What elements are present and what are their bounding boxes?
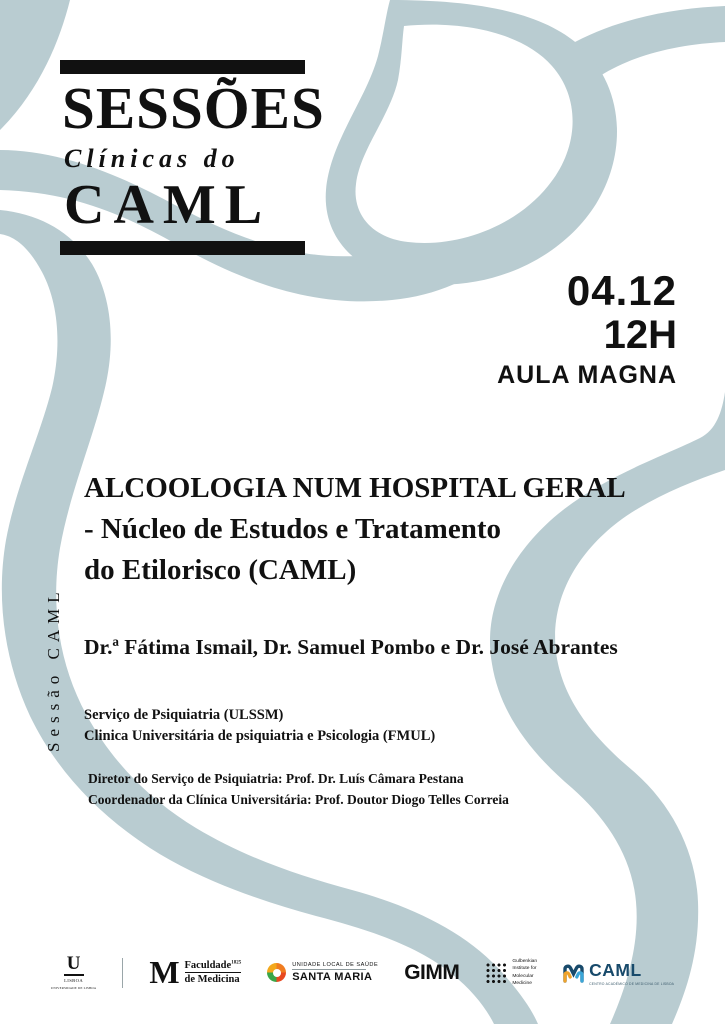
ulssm-badge-icon	[267, 963, 286, 982]
session-coordination	[88, 769, 694, 810]
gulbenkian-line-3: Molecular	[512, 973, 534, 979]
session-title-line-1: ALCOOLOGIA NUM HOSPITAL GERAL	[84, 472, 626, 504]
footer-divider	[122, 958, 123, 988]
event-time: 12H	[603, 313, 677, 358]
session-side-label: Sessão CAML	[44, 586, 63, 752]
affiliation-line-2: Clinica Universitária de psiquiatria e Psicologia (FMUL)	[84, 728, 436, 745]
ulisboa-name: LISBOA	[64, 977, 84, 983]
medicina-line-1	[185, 960, 242, 971]
caml-mark-icon	[563, 963, 584, 983]
gulbenkian-line-4: Medicine	[512, 980, 532, 986]
ulisboa-rule	[64, 974, 84, 976]
logo-faculdade-medicina	[149, 953, 242, 990]
gimm-wordmark: GIMM	[404, 960, 460, 984]
logo-gulbenkian	[485, 958, 537, 987]
gulbenkian-dot-grid-icon	[485, 962, 507, 984]
logo-line-caml: CAML	[64, 173, 272, 236]
session-title-line-3: do Etilorisco (CAML)	[84, 554, 357, 587]
logo-bottom-bar	[60, 241, 305, 255]
session-affiliations	[84, 705, 694, 747]
ulisboa-subtitle: UNIVERSIDADE DE LISBOA	[50, 985, 97, 990]
event-date-block	[497, 268, 677, 390]
caml-footer-tagline: CENTRO ACADÉMICO DE MEDICINA DE LISBOA	[589, 981, 675, 986]
medicina-line-1-text: Faculdade	[184, 960, 232, 972]
ulssm-line-2: SANTA MARIA	[292, 971, 373, 984]
caml-footer-wordmark: CAML	[589, 959, 642, 980]
coordination-line-1: Diretor do Serviço de Psiquiatria: Prof. Dr. Luís Câmara Pestana	[88, 771, 464, 787]
logo-line-sessoes: SESSÕES	[62, 75, 325, 141]
medicina-year: 1825	[231, 960, 242, 966]
medicina-rule	[185, 972, 241, 973]
footer-logo-bar	[0, 955, 725, 990]
affiliation-line-1: Serviço de Psiquiatria (ULSSM)	[84, 707, 284, 724]
gulbenkian-line-1: Gulbenkian	[512, 958, 538, 964]
logo-line-clinicas: Clínicas do	[64, 143, 240, 173]
ulssm-line-1: UNIDADE LOCAL DE SAÚDE	[292, 961, 379, 968]
logo-caml-footer	[563, 960, 674, 986]
ulisboa-mark: U	[66, 953, 81, 975]
session-title	[84, 468, 694, 592]
session-speakers: Dr.ª Fátima Ismail, Dr. Samuel Pombo e Dr. José Abrantes	[84, 634, 618, 659]
event-venue: AULA MAGNA	[497, 361, 677, 390]
gulbenkian-line-2: Institute for	[512, 966, 537, 972]
session-details	[84, 468, 694, 810]
session-title-line-2: - Núcleo de Estudos e Tratamento	[84, 513, 501, 546]
medicina-line-2: de Medicina	[184, 974, 240, 986]
caml-logo	[60, 60, 325, 255]
ulssm-rule	[292, 969, 366, 970]
logo-top-bar	[60, 60, 305, 74]
logo-gimm	[404, 961, 459, 985]
logo-ulisboa	[51, 955, 96, 990]
medicina-mark: M	[149, 953, 180, 990]
event-date: 04.12	[566, 267, 677, 314]
coordination-line-2: Coordenador da Clínica Universitária: Prof. Doutor Diogo Telles Correia	[88, 791, 509, 807]
logo-ulssm	[267, 962, 378, 984]
